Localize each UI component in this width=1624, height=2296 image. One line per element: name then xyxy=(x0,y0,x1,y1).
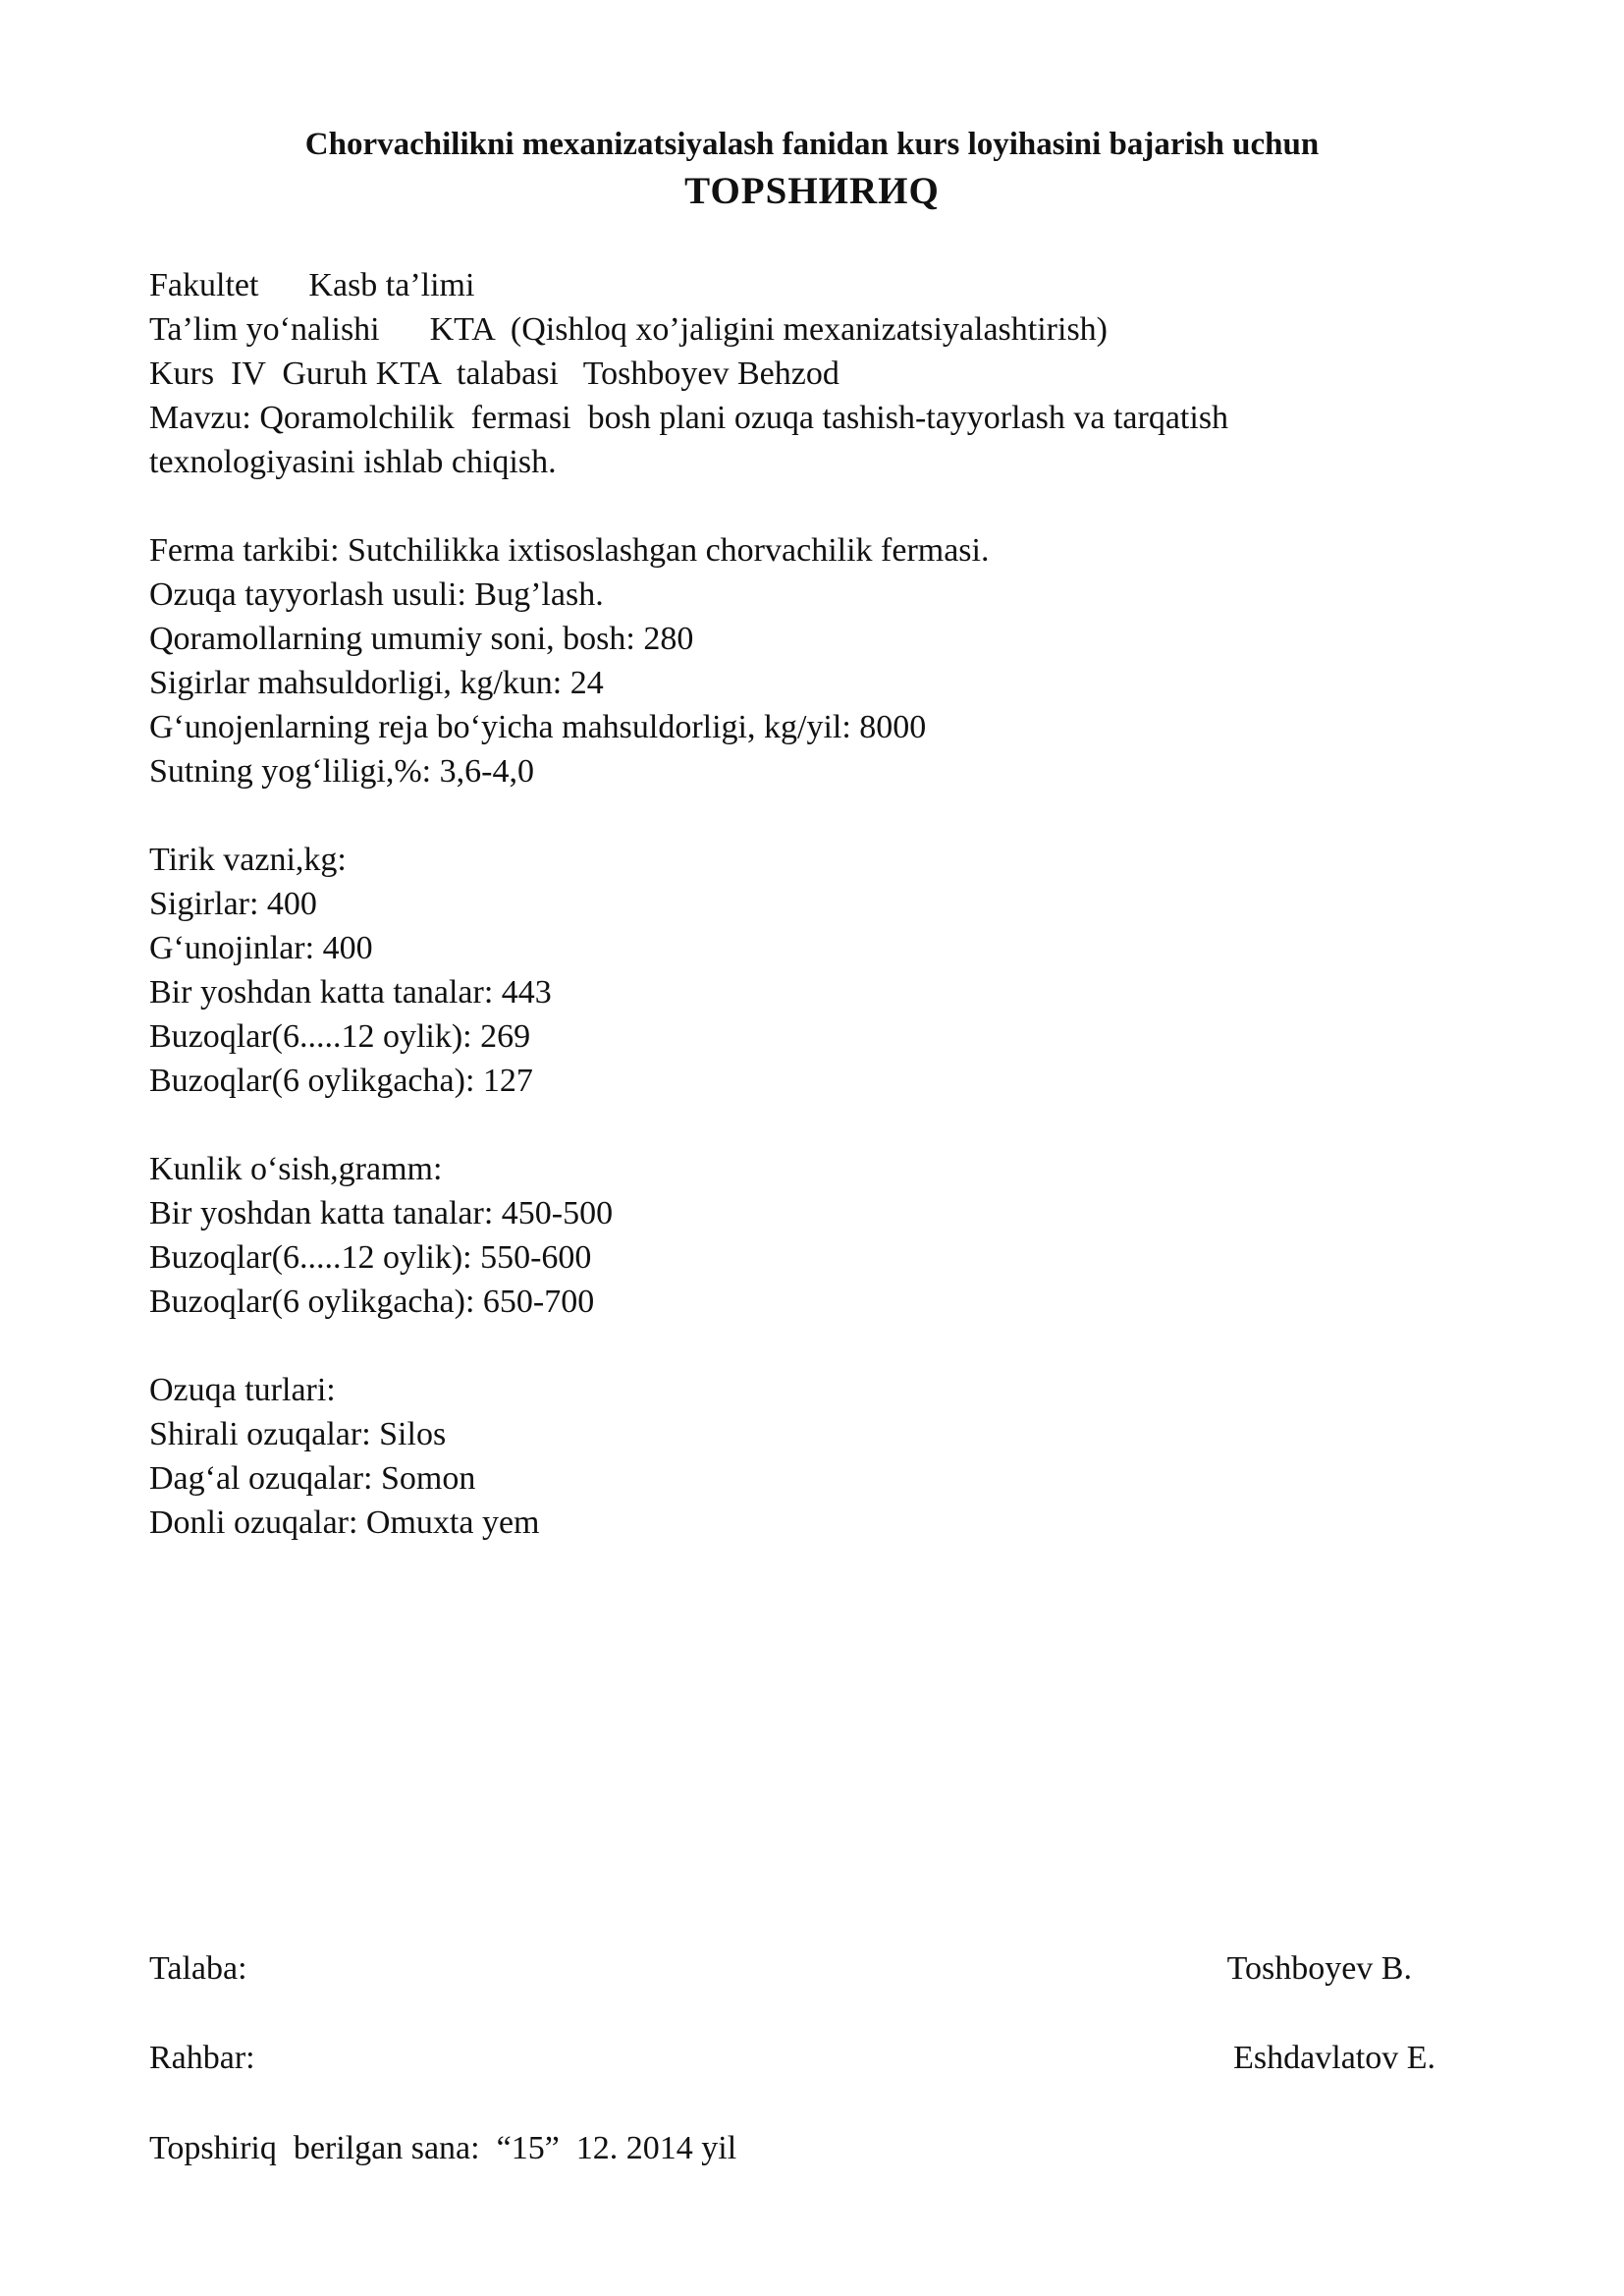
total-cattle: Qoramollarning umumiy soni, bosh: 280 xyxy=(149,621,694,657)
feed-types-heading: Ozuqa turlari: xyxy=(149,1372,336,1408)
heifer-productivity: G‘unojenlarning reja bo‘yicha mahsuldorligi, kg/yil: 8000 xyxy=(149,709,927,745)
spacer xyxy=(149,1103,1475,1147)
live-weight-yearlings: Bir yoshdan katta tanalar: 443 xyxy=(149,974,552,1011)
student-label: Talaba: xyxy=(149,1950,247,1987)
feed-grain: Donli ozuqalar: Omuxta yem xyxy=(149,1504,540,1541)
live-weight-heading: Tirik vazni,kg: xyxy=(149,842,347,878)
topic-line-1: Mavzu: Qoramolchilik fermasi bosh plani ozuqa tashish-tayyorlash va tarqatish xyxy=(149,400,1229,436)
title-block xyxy=(147,122,1477,216)
daily-gain-heading: Kunlik o‘sish,gramm: xyxy=(149,1151,443,1187)
document-subtitle: Chorvachilikni mexanizatsiyalash fanidan kurs loyihasini bajarish uchun xyxy=(304,127,1320,162)
live-weight-heifers: G‘unojinlar: 400 xyxy=(149,930,373,966)
supervisor-name: Eshdavlatov E. xyxy=(1233,2040,1435,2076)
faculty-line: Fakultet Kasb ta’limi xyxy=(149,267,475,303)
cow-productivity: Sigirlar mahsuldorligi, kg/kun: 24 xyxy=(149,665,604,701)
live-weight-cows: Sigirlar: 400 xyxy=(149,886,317,922)
live-weight-calves-6-12: Buzoqlar(6.....12 oylik): 269 xyxy=(149,1018,531,1055)
course-line: Kurs IV Guruh KTA talabasi Toshboyev Behzod xyxy=(149,355,839,392)
student-name: Toshboyev B. xyxy=(1226,1950,1412,1987)
feed-method: Ozuqa tayyorlash usuli: Bug’lash. xyxy=(149,576,604,613)
direction-line: Ta’lim yo‘nalishi KTA (Qishloq xo’jaligini mexanizatsiyalashtirish) xyxy=(149,311,1109,348)
feed-succulent: Shirali ozuqalar: Silos xyxy=(149,1416,447,1452)
supervisor-label: Rahbar: xyxy=(149,2040,255,2076)
spacer xyxy=(149,793,1475,838)
live-weight-calves-under-6: Buzoqlar(6 oylikgacha): 127 xyxy=(149,1063,533,1099)
issue-date-line: Topshiriq berilgan sana: “15” 12. 2014 yil xyxy=(149,2130,737,2166)
spacer xyxy=(149,484,1475,528)
topic-line-2: texnologiyasini ishlab chiqish. xyxy=(149,444,557,480)
daily-gain-yearlings: Bir yoshdan katta tanalar: 450-500 xyxy=(149,1195,614,1231)
document-title: TOPSHИRИQ xyxy=(684,170,940,212)
daily-gain-calves-under-6: Buzoqlar(6 oylikgacha): 650-700 xyxy=(149,1284,595,1320)
milk-fat: Sutning yog‘liligi,%: 3,6-4,0 xyxy=(149,753,534,790)
spacer xyxy=(149,1324,1475,1368)
farm-composition: Ferma tarkibi: Sutchilikka ixtisoslashgan chorvachilik fermasi. xyxy=(149,532,990,569)
daily-gain-calves-6-12: Buzoqlar(6.....12 oylik): 550-600 xyxy=(149,1239,592,1276)
feed-roughage: Dag‘al ozuqalar: Somon xyxy=(149,1460,476,1497)
assignment-body xyxy=(149,263,1475,1545)
